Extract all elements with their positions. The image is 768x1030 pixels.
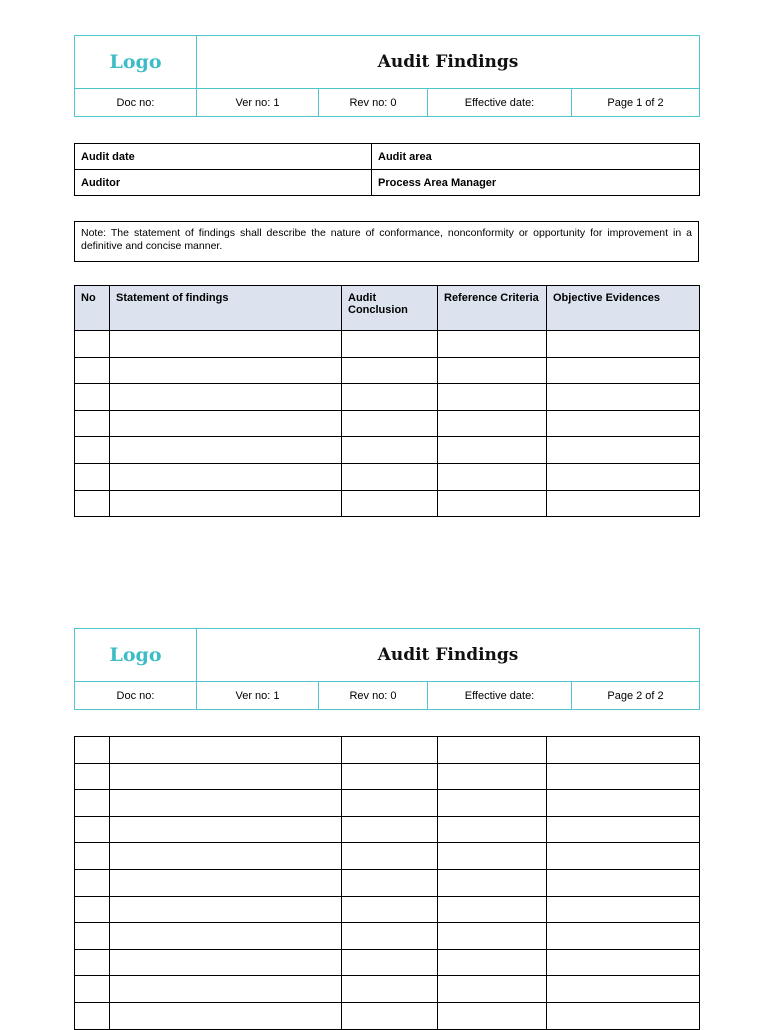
no-cell[interactable]	[75, 437, 110, 464]
audit-area-field[interactable]: Audit area	[372, 144, 700, 170]
auditor-field[interactable]: Auditor	[75, 170, 372, 196]
evidence-cell[interactable]	[547, 976, 700, 1003]
statement-cell[interactable]	[110, 896, 342, 923]
no-cell[interactable]	[75, 463, 110, 490]
no-cell[interactable]	[75, 816, 110, 843]
criteria-cell[interactable]	[438, 816, 547, 843]
table-row	[75, 437, 700, 464]
statement-cell[interactable]	[110, 331, 342, 358]
conclusion-cell[interactable]	[342, 384, 438, 411]
table-row	[75, 843, 700, 870]
criteria-cell[interactable]	[438, 357, 547, 384]
no-cell[interactable]	[75, 737, 110, 764]
evidence-cell[interactable]	[547, 331, 700, 358]
criteria-cell[interactable]	[438, 976, 547, 1003]
no-cell[interactable]	[75, 843, 110, 870]
statement-cell[interactable]	[110, 1002, 342, 1029]
process-area-manager-field[interactable]: Process Area Manager	[372, 170, 700, 196]
doc-no: Doc no:	[75, 89, 197, 117]
column-header-statement: Statement of findings	[110, 286, 342, 331]
table-row	[75, 816, 700, 843]
statement-cell[interactable]	[110, 869, 342, 896]
table-row	[75, 331, 700, 358]
criteria-cell[interactable]	[438, 331, 547, 358]
table-row	[75, 357, 700, 384]
conclusion-cell[interactable]	[342, 463, 438, 490]
statement-cell[interactable]	[110, 763, 342, 790]
effective-date: Effective date:	[428, 89, 572, 117]
criteria-cell[interactable]	[438, 737, 547, 764]
statement-cell[interactable]	[110, 463, 342, 490]
no-cell[interactable]	[75, 763, 110, 790]
criteria-cell[interactable]	[438, 384, 547, 411]
criteria-cell[interactable]	[438, 410, 547, 437]
conclusion-cell[interactable]	[342, 331, 438, 358]
findings-table	[74, 285, 700, 517]
statement-cell[interactable]	[110, 410, 342, 437]
no-cell[interactable]	[75, 331, 110, 358]
criteria-cell[interactable]	[438, 949, 547, 976]
conclusion-cell[interactable]	[342, 896, 438, 923]
no-cell[interactable]	[75, 790, 110, 817]
no-cell[interactable]	[75, 1002, 110, 1029]
conclusion-cell[interactable]	[342, 790, 438, 817]
conclusion-cell[interactable]	[342, 437, 438, 464]
table-row	[75, 410, 700, 437]
criteria-cell[interactable]	[438, 437, 547, 464]
no-cell[interactable]	[75, 357, 110, 384]
no-cell[interactable]	[75, 976, 110, 1003]
no-cell[interactable]	[75, 410, 110, 437]
conclusion-cell[interactable]	[342, 976, 438, 1003]
evidence-cell[interactable]	[547, 816, 700, 843]
page-number: Page 2 of 2	[572, 682, 700, 710]
page2-header	[74, 628, 700, 710]
findings-table-continued	[74, 736, 700, 1030]
evidence-cell[interactable]	[547, 437, 700, 464]
logo: Logo	[75, 629, 197, 682]
criteria-cell[interactable]	[438, 923, 547, 950]
statement-cell[interactable]	[110, 843, 342, 870]
no-cell[interactable]	[75, 490, 110, 517]
evidence-cell[interactable]	[547, 410, 700, 437]
conclusion-cell[interactable]	[342, 923, 438, 950]
statement-cell[interactable]	[110, 923, 342, 950]
rev-no: Rev no: 0	[319, 89, 428, 117]
no-cell[interactable]	[75, 869, 110, 896]
criteria-cell[interactable]	[438, 843, 547, 870]
table-row	[75, 790, 700, 817]
criteria-cell[interactable]	[438, 490, 547, 517]
ver-no: Ver no: 1	[197, 682, 319, 710]
conclusion-cell[interactable]	[342, 737, 438, 764]
table-row	[75, 949, 700, 976]
criteria-cell[interactable]	[438, 1002, 547, 1029]
table-row	[75, 896, 700, 923]
table-header-row	[75, 286, 700, 331]
conclusion-cell[interactable]	[342, 357, 438, 384]
conclusion-cell[interactable]	[342, 763, 438, 790]
table-row	[75, 976, 700, 1003]
criteria-cell[interactable]	[438, 869, 547, 896]
column-header-audit-conclusion: Audit Conclusion	[342, 286, 438, 331]
statement-cell[interactable]	[110, 384, 342, 411]
note-box: Note: The statement of findings shall describe the nature of conformance, nonconformity or opportunity for improvement in a definitive and concise manner.	[74, 221, 699, 262]
page-number: Page 1 of 2	[572, 89, 700, 117]
audit-info-table	[74, 143, 700, 196]
criteria-cell[interactable]	[438, 896, 547, 923]
evidence-cell[interactable]	[547, 384, 700, 411]
evidence-cell[interactable]	[547, 490, 700, 517]
doc-no: Doc no:	[75, 682, 197, 710]
evidence-cell[interactable]	[547, 790, 700, 817]
rev-no: Rev no: 0	[319, 682, 428, 710]
statement-cell[interactable]	[110, 437, 342, 464]
table-row	[75, 737, 700, 764]
page1-header	[74, 35, 700, 117]
evidence-cell[interactable]	[547, 843, 700, 870]
column-header-no: No	[75, 286, 110, 331]
no-cell[interactable]	[75, 384, 110, 411]
table-row	[75, 384, 700, 411]
evidence-cell[interactable]	[547, 763, 700, 790]
table-row	[75, 463, 700, 490]
criteria-cell[interactable]	[438, 463, 547, 490]
statement-cell[interactable]	[110, 816, 342, 843]
document-title: Audit Findings	[197, 629, 700, 682]
column-header-objective-evidences: Objective Evidences	[547, 286, 700, 331]
logo: Logo	[75, 36, 197, 89]
no-cell[interactable]	[75, 896, 110, 923]
table-row	[75, 763, 700, 790]
column-header-reference-criteria: Reference Criteria	[438, 286, 547, 331]
table-row	[75, 1002, 700, 1029]
evidence-cell[interactable]	[547, 737, 700, 764]
criteria-cell[interactable]	[438, 790, 547, 817]
effective-date: Effective date:	[428, 682, 572, 710]
conclusion-cell[interactable]	[342, 410, 438, 437]
evidence-cell[interactable]	[547, 923, 700, 950]
evidence-cell[interactable]	[547, 949, 700, 976]
conclusion-cell[interactable]	[342, 843, 438, 870]
audit-date-field[interactable]: Audit date	[75, 144, 372, 170]
table-row	[75, 490, 700, 517]
conclusion-cell[interactable]	[342, 949, 438, 976]
statement-cell[interactable]	[110, 949, 342, 976]
no-cell[interactable]	[75, 923, 110, 950]
evidence-cell[interactable]	[547, 1002, 700, 1029]
table-row	[75, 923, 700, 950]
document-title: Audit Findings	[197, 36, 700, 89]
conclusion-cell[interactable]	[342, 1002, 438, 1029]
criteria-cell[interactable]	[438, 763, 547, 790]
conclusion-cell[interactable]	[342, 869, 438, 896]
conclusion-cell[interactable]	[342, 490, 438, 517]
statement-cell[interactable]	[110, 790, 342, 817]
evidence-cell[interactable]	[547, 463, 700, 490]
statement-cell[interactable]	[110, 976, 342, 1003]
table-row	[75, 869, 700, 896]
evidence-cell[interactable]	[547, 869, 700, 896]
statement-cell[interactable]	[110, 737, 342, 764]
evidence-cell[interactable]	[547, 896, 700, 923]
statement-cell[interactable]	[110, 490, 342, 517]
evidence-cell[interactable]	[547, 357, 700, 384]
ver-no: Ver no: 1	[197, 89, 319, 117]
statement-cell[interactable]	[110, 357, 342, 384]
conclusion-cell[interactable]	[342, 816, 438, 843]
no-cell[interactable]	[75, 949, 110, 976]
